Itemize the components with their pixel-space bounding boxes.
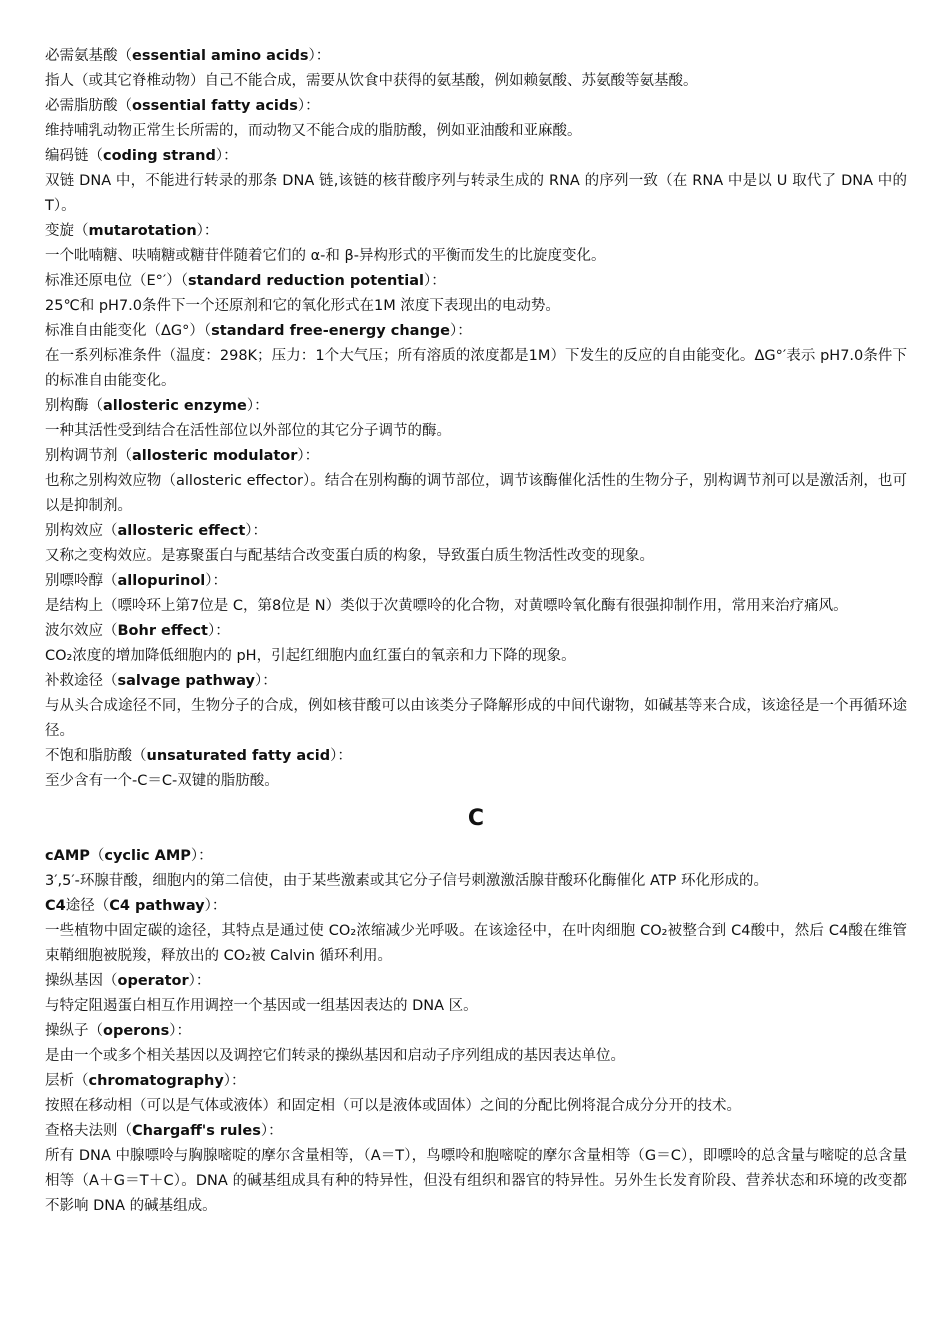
entry-term: cAMP（cyclic AMP）： — [45, 848, 213, 864]
glossary-entry — [45, 1069, 907, 1119]
entry-definition: 一个吡喃糖、呋喃糖或糖苷伴随着它们的 α-和 β-异构形式的平衡而发生的比旋度变化。 — [45, 248, 606, 264]
glossary-entry — [45, 669, 907, 744]
entry-definition: CO₂浓度的增加降低细胞内的 pH，引起红细胞内血红蛋白的氧亲和力下降的现象。 — [45, 648, 576, 664]
entry-definition: 是结构上（嘌呤环上第7位是 C，第8位是 N）类似于次黄嘌呤的化合物，对黄嘌呤氧化酶有很强抑制作用，常用来治疗痛风。 — [45, 598, 848, 614]
entry-definition: 是由一个或多个相关基因以及调控它们转录的操纵基因和启动子序列组成的基因表达单位。 — [45, 1048, 625, 1064]
entry-definition: 指人（或其它脊椎动物）自己不能合成，需要从饮食中获得的氨基酸，例如赖氨酸、苏氨酸等氨基酸。 — [45, 73, 698, 89]
glossary-entry — [45, 219, 907, 269]
glossary-entry — [45, 44, 907, 94]
entry-term: 必需脂肪酸（ossential fatty acids）： — [45, 98, 320, 114]
entry-term: 必需氨基酸（essential amino acids）： — [45, 48, 331, 64]
entry-definition: 又称之变构效应。是寡聚蛋白与配基结合改变蛋白质的构象，导致蛋白质生物活性改变的现象。 — [45, 548, 654, 564]
glossary-entry — [45, 894, 907, 969]
entry-term: 操纵子（operons）： — [45, 1023, 191, 1039]
entry-term: 别构酶（allosteric enzyme）： — [45, 398, 269, 414]
glossary-entry — [45, 844, 907, 894]
entry-definition: 25℃和 pH7.0条件下一个还原剂和它的氧化形式在1M 浓度下表现出的电动势。 — [45, 298, 560, 314]
glossary-entry — [45, 319, 907, 394]
glossary-entry — [45, 1119, 907, 1219]
entry-definition: 按照在移动相（可以是气体或液体）和固定相（可以是液体或固体）之间的分配比例将混合成分分开的技术。 — [45, 1098, 741, 1114]
document-page — [45, 44, 907, 1219]
entry-term: 编码链（coding strand）： — [45, 148, 238, 164]
glossary-entry — [45, 94, 907, 144]
entry-definition: 与从头合成途径不同，生物分子的合成，例如核苷酸可以由该类分子降解形成的中间代谢物，如碱基等来合成，该途径是一个再循环途径。 — [45, 698, 907, 739]
entry-term: 别嘌呤醇（allopurinol）： — [45, 573, 228, 589]
entry-definition: 至少含有一个-C＝C-双键的脂肪酸。 — [45, 773, 279, 789]
glossary-entry — [45, 744, 907, 794]
glossary-entry — [45, 619, 907, 669]
entry-term: 不饱和脂肪酸（unsaturated fatty acid）： — [45, 748, 352, 764]
entry-term: 补救途径（salvage pathway）： — [45, 673, 277, 689]
entry-term: C4途径（C4 pathway）： — [45, 898, 227, 914]
entry-definition: 3′,5′-环腺苷酸，细胞内的第二信使，由于某些激素或其它分子信号刺激激活腺苷酸环化酶催化 ATP 环化形成的。 — [45, 873, 768, 889]
entry-term: 查格夫法则（Chargaff's rules）： — [45, 1123, 283, 1139]
glossary-entry — [45, 144, 907, 219]
entry-definition: 所有 DNA 中腺嘌呤与胸腺嘧啶的摩尔含量相等，（A＝T），鸟嘌呤和胞嘧啶的摩尔含量相等（G＝C），即嘌呤的总含量与嘧啶的总含量相等（A＋G＝T＋C）。DNA 的碱基组成具有种的特异性，但没有组织和器官的特异性。另外生长发育阶段、营养状态和环境的改变都不影响 DNA 的碱基组成。 — [45, 1148, 907, 1214]
entry-definition: 维持哺乳动物正常生长所需的，而动物又不能合成的脂肪酸，例如亚油酸和亚麻酸。 — [45, 123, 582, 139]
glossary-entry — [45, 569, 907, 619]
glossary-entry — [45, 444, 907, 519]
entry-definition: 与特定阻遏蛋白相互作用调控一个基因或一组基因表达的 DNA 区。 — [45, 998, 478, 1014]
glossary-entry — [45, 269, 907, 319]
section-heading: C — [467, 806, 485, 831]
entry-term: 层析（chromatography）： — [45, 1073, 246, 1089]
entry-term: 别构调节剂（allosteric modulator）： — [45, 448, 320, 464]
entry-definition: 一些植物中固定碳的途径，其特点是通过使 CO₂浓缩减少光呼吸。在该途径中，在叶肉细胞 CO₂被整合到 C4酸中，然后 C4酸在维管束鞘细胞被脱羧，释放出的 CO₂被 Calvin 循环利用。 — [45, 923, 907, 964]
glossary-entry — [45, 394, 907, 444]
glossary-entry — [45, 969, 907, 1019]
entry-term: 操纵基因（operator）： — [45, 973, 211, 989]
entry-definition: 在一系列标准条件（温度：298K；压力：1个大气压；所有溶质的浓度都是1M）下发生的反应的自由能变化。ΔG°′表示 pH7.0条件下的标准自由能变化。 — [45, 348, 907, 389]
entry-term: 变旋（mutarotation）： — [45, 223, 219, 239]
entry-definition: 双链 DNA 中，不能进行转录的那条 DNA 链,该链的核苷酸序列与转录生成的 RNA 的序列一致（在 RNA 中是以 U 取代了 DNA 中的 T）。 — [45, 173, 907, 214]
entry-term: 波尔效应（Bohr effect）： — [45, 623, 230, 639]
entry-definition: 也称之别构效应物（allosteric effector）。结合在别构酶的调节部位，调节该酶催化活性的生物分子，别构调节剂可以是激活剂，也可以是抑制剂。 — [45, 473, 907, 514]
entry-term: 别构效应（allosteric effect）： — [45, 523, 268, 539]
entry-term: 标准自由能变化（ΔG°）（standard free-energy change）： — [45, 323, 472, 339]
glossary-entry — [45, 519, 907, 569]
entry-definition: 一种其活性受到结合在活性部位以外部位的其它分子调节的酶。 — [45, 423, 451, 439]
entry-term: 标准还原电位（E°′）（standard reduction potential）： — [45, 273, 446, 289]
glossary-entry — [45, 1019, 907, 1069]
